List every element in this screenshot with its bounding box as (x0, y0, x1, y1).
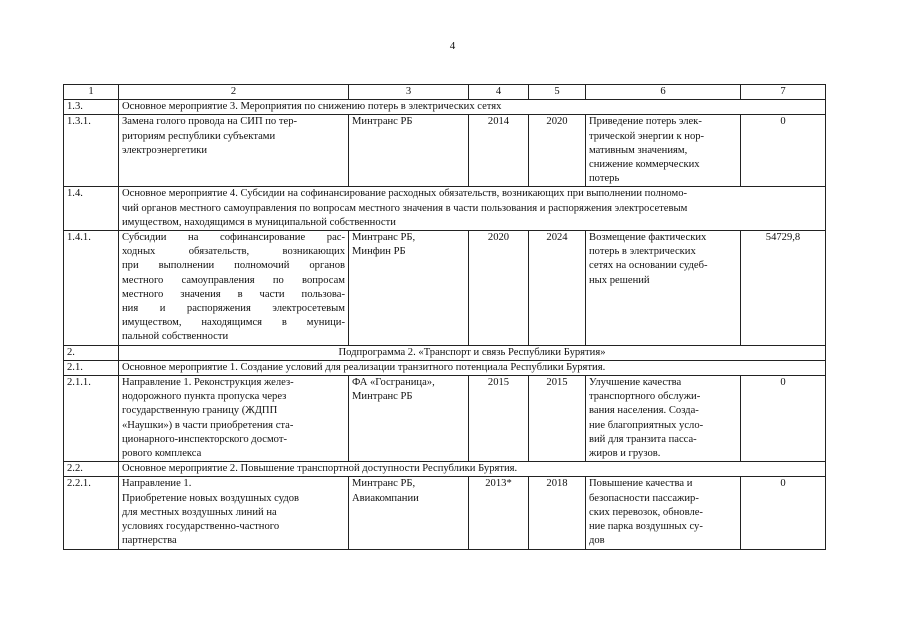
column-number-cell: 7 (741, 85, 826, 100)
item-number: 2. (64, 345, 119, 360)
measure-description (119, 477, 349, 549)
main-measure-row (64, 360, 826, 375)
text-line: ния и распоряжения электросетевым (122, 303, 345, 315)
text-line: Минтранс РБ, (352, 478, 416, 490)
item-number: 1.3.1. (64, 115, 119, 187)
executor (349, 231, 469, 346)
end-year: 2020 (529, 115, 586, 187)
text-line: для местных воздушных линий на (122, 506, 277, 518)
text-line: дов (589, 535, 605, 547)
item-number: 1.3. (64, 100, 119, 115)
item-number: 2.2. (64, 462, 119, 477)
text-line: мативным значениям, (589, 144, 688, 156)
start-year: 2013* (469, 477, 529, 549)
text-line: при выполнении полномочий органов (122, 260, 345, 272)
text-line: Авиакомпании (352, 492, 419, 504)
text-line: ных решений (589, 274, 650, 286)
text-line: чий органов местного самоуправления по вопросам местного значения в части пользования и распоряжения электросетевым (122, 202, 688, 214)
text-line: ние благоприятных усло- (589, 419, 704, 431)
start-year: 2020 (469, 231, 529, 346)
text-line: вания населения. Созда- (589, 405, 699, 417)
main-measure-title: Основное мероприятие 2. Повышение транспортной доступности Республики Бурятия. (119, 462, 826, 477)
column-number-cell: 4 (469, 85, 529, 100)
end-year: 2024 (529, 231, 586, 346)
start-year: 2014 (469, 115, 529, 187)
text-line: государственную границу (ЖДПП (122, 405, 278, 417)
measure-row (64, 477, 826, 549)
text-line: Минтранс РБ (352, 391, 413, 403)
text-line: вий для транзита пасса- (589, 433, 697, 445)
expected-result (586, 231, 741, 346)
text-line: Субсидии на софинансирование рас- (122, 232, 345, 244)
item-number: 1.4. (64, 187, 119, 231)
funding-amount: 0 (741, 477, 826, 549)
text-line: жиров и грузов. (589, 448, 661, 460)
end-year: 2015 (529, 376, 586, 462)
main-measure-row (64, 187, 826, 231)
item-number: 2.2.1. (64, 477, 119, 549)
text-line: снижение коммерческих (589, 159, 700, 171)
executor (349, 115, 469, 187)
text-line: ских перевозок, обновле- (589, 506, 703, 518)
text-line: имуществом, находящимся в муници- (122, 317, 345, 329)
expected-result (586, 115, 741, 187)
main-measure-title: Основное мероприятие 1. Создание условий для реализации транзитного потенциала Республики Бурятия. (119, 360, 826, 375)
item-number: 2.1.1. (64, 376, 119, 462)
expected-result (586, 376, 741, 462)
text-line: Приведение потерь элек- (589, 116, 702, 128)
funding-amount: 54729,8 (741, 231, 826, 346)
start-year: 2015 (469, 376, 529, 462)
text-line: Основное мероприятие 4. Субсидии на софинансирование расходных обязательств, возникающих при выполнении полномо- (122, 188, 688, 200)
column-number-cell: 3 (349, 85, 469, 100)
text-line: транспортного обслужи- (589, 391, 701, 403)
text-line: Улучшение качества (589, 377, 682, 389)
program-measures-table (63, 84, 826, 550)
main-measure-row (64, 462, 826, 477)
column-number-cell: 5 (529, 85, 586, 100)
text-line: Приобретение новых воздушных судов (122, 492, 300, 504)
text-line: Направление 1. (122, 478, 192, 490)
text-line: местного значения в части пользова- (122, 288, 345, 300)
subprogram-title: Подпрограмма 2. «Транспорт и связь Республики Бурятия» (119, 345, 826, 360)
column-number-cell: 6 (586, 85, 741, 100)
measure-row (64, 376, 826, 462)
item-number: 2.1. (64, 360, 119, 375)
item-number: 1.4.1. (64, 231, 119, 346)
text-line: ние парка воздушных су- (589, 521, 703, 533)
column-number-cell: 1 (64, 85, 119, 100)
main-measure-row (64, 100, 826, 115)
text-line: потерь (589, 173, 620, 185)
funding-amount: 0 (741, 376, 826, 462)
measure-description (119, 376, 349, 462)
text-line: Возмещение фактических (589, 232, 707, 244)
text-line: Минтранс РБ (352, 116, 413, 128)
end-year: 2018 (529, 477, 586, 549)
text-line: электроэнергетики (122, 144, 208, 156)
text-line: потерь в электрических (589, 246, 696, 258)
text-line: Минтранс РБ, (352, 232, 416, 244)
executor (349, 376, 469, 462)
executor (349, 477, 469, 549)
expected-result (586, 477, 741, 549)
subprogram-row (64, 345, 826, 360)
column-number-header-row (64, 85, 826, 100)
measure-description (119, 115, 349, 187)
page-number: 4 (449, 40, 456, 52)
text-line: Замена голого провода на СИП по тер- (122, 116, 298, 128)
text-line: ходных обязательств, возникающих (122, 246, 345, 258)
text-line: ционарного-инспекторского досмот- (122, 433, 287, 445)
text-line: местного самоуправления по вопросам (122, 274, 345, 286)
text-line: условиях государственно-частного (122, 521, 280, 533)
text-line: Минфин РБ (352, 246, 406, 258)
funding-amount: 0 (741, 115, 826, 187)
column-number-cell: 2 (119, 85, 349, 100)
text-line: Повышение качества и (589, 478, 693, 490)
main-measure-title (119, 187, 826, 231)
text-line: пальной собственности (122, 331, 229, 343)
text-line: имуществом, находящимся в муниципальной собственности (122, 216, 396, 228)
text-line: ФА «Госграница», (352, 377, 435, 389)
text-line: нодорожного пункта пропуска через (122, 391, 287, 403)
text-line: партнерства (122, 535, 177, 547)
text-line: рового комплекса (122, 448, 202, 460)
text-line: риториям республики субъектами (122, 130, 276, 142)
text-line: сетях на основании судеб- (589, 260, 708, 272)
measure-row (64, 231, 826, 346)
text-line: безопасности пассажир- (589, 492, 699, 504)
measure-row (64, 115, 826, 187)
main-measure-title: Основное мероприятие 3. Мероприятия по снижению потерь в электрических сетях (119, 100, 826, 115)
text-line: трической энергии к нор- (589, 130, 705, 142)
measure-description (119, 231, 349, 346)
text-line: Направление 1. Реконструкция желез- (122, 377, 294, 389)
text-line: «Наушки») в части приобретения ста- (122, 419, 294, 431)
